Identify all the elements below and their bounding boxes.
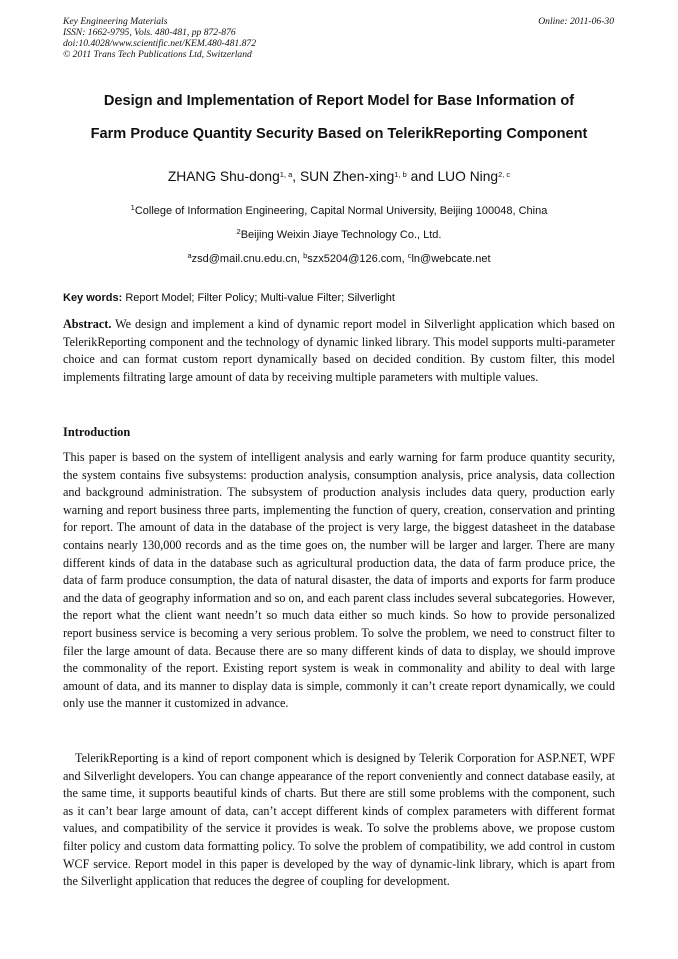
email-superscript: b <box>303 250 308 260</box>
issn-line: ISSN: 1662-9795, Vols. 480-481, pp 872-876 <box>63 27 236 38</box>
title-line-2: Farm Produce Quantity Security Based on TelerikReporting Component <box>90 126 588 142</box>
introduction-paragraph-2: TelerikReporting is a kind of report component which is designed by Telerik Corporation for ASP.NET, WPF and Silverlight developers. You can change appearance of the report conveniently and connect database easily, at the same time, it supports beautiful kinds of charts. But there are still some problems with the component, such as it can’t bear large amount of data, can’t accept different kinds of complex parameters with different format values, and compatibility of the service it provides is weak. To solve the problems above, we propose custom filter policy and custom data formatting policy. To solve the problem of compatibility, we add control in custom WCF service. Report model in this paper is developed by the way of dynamic-link library, which is apart from the Silverlight application that reduces the degree of coupling for development. <box>63 751 615 889</box>
author-superscript: 2, c <box>498 169 511 179</box>
author-separator: , <box>292 169 300 184</box>
copyright-line: © 2011 Trans Tech Publications Ltd, Switzerland <box>63 49 252 60</box>
email-superscript: a <box>187 250 192 260</box>
author-name: SUN Zhen-xing <box>299 169 395 184</box>
affiliation-text: Beijing Weixin Jiaye Technology Co., Ltd. <box>240 229 442 241</box>
introduction-paragraph-1: This paper is based on the system of intelligent analysis and early warning for farm produce quantity security, the system contains five subsystems: production analysis, consumption analysis, price analysis, data collection and background administration. The subsystem of production analysis includes data query, production early warning and report business three parts, implementing the function of query, creation, conservation and printing for report. The amount of data in the database of the project is very large, the biggest datasheet in the database contains nearly 130,000 records and as the time goes on, the number will be larger and larger. There are many different kinds of data in the database such as agricultural production data, the data of farm produce price, the data of farm produce consumption, the data of natural disaster, the data of imports and exports for farm produce and the data of geography information and so on, and each parent class includes several subcategories. However, the report what the client want needn’t so much data either so much kinds. So how to provide personalized report business service is becoming a very serious problem. To solve the problem, we need to construct filter to filer the large amount of data. Because there are so many different kinds of data to display, we should improve the commonality of the report. Existing report system is weak in commonality and ability to deal with large amount of data, and its manner to display data is simple, commonly it can’t create report dynamically, we could only use the manner it customized in advance. <box>63 450 615 711</box>
keywords-label: Key words: <box>63 292 123 304</box>
author-superscript: 1, b <box>394 169 407 179</box>
email-address: szx5204@126.com, <box>307 253 408 265</box>
affiliation-superscript: 1 <box>130 202 135 212</box>
abstract <box>63 316 615 386</box>
author-superscript: 1, a <box>279 169 293 179</box>
section-heading-introduction: Introduction <box>63 425 131 439</box>
email-line <box>40 252 638 266</box>
journal-header <box>63 16 256 60</box>
keywords-text: Report Model; Filter Policy; Multi-value Filter; Silverlight <box>122 292 395 304</box>
abstract-label: Abstract. <box>63 317 112 331</box>
doi-line: doi:10.4028/www.scientific.net/KEM.480-481.872 <box>63 38 257 49</box>
online-date: Online: 2011-06-30 <box>538 16 614 27</box>
affiliation-2 <box>40 228 638 242</box>
affiliation-1 <box>40 204 638 218</box>
title-line-1: Design and Implementation of Report Model for Base Information of <box>103 93 575 109</box>
author-list <box>40 168 638 186</box>
email-address: zsd@mail.cnu.edu.cn, <box>191 253 304 265</box>
author-separator: and <box>406 169 438 184</box>
affiliation-text: College of Information Engineering, Capital Normal University, Beijing 100048, China <box>134 205 548 217</box>
email-superscript: c <box>407 250 412 260</box>
author-name: LUO Ning <box>437 169 499 184</box>
keywords <box>63 291 615 305</box>
author-name: ZHANG Shu-dong <box>167 169 280 184</box>
affiliation-superscript: 2 <box>236 226 241 236</box>
journal-name: Key Engineering Materials <box>63 16 168 27</box>
abstract-text: We design and implement a kind of dynamic report model in Silverlight application which based on TelerikReporting component and the technology of dynamic linked library. This model supports multi-parameter choice and can format custom report dynamically based on decided condition. By custom filter, this model implements filtrating large amount of data by receiving multiple parameters with multiple values. <box>63 317 615 384</box>
email-address: ln@webcate.net <box>411 253 491 265</box>
